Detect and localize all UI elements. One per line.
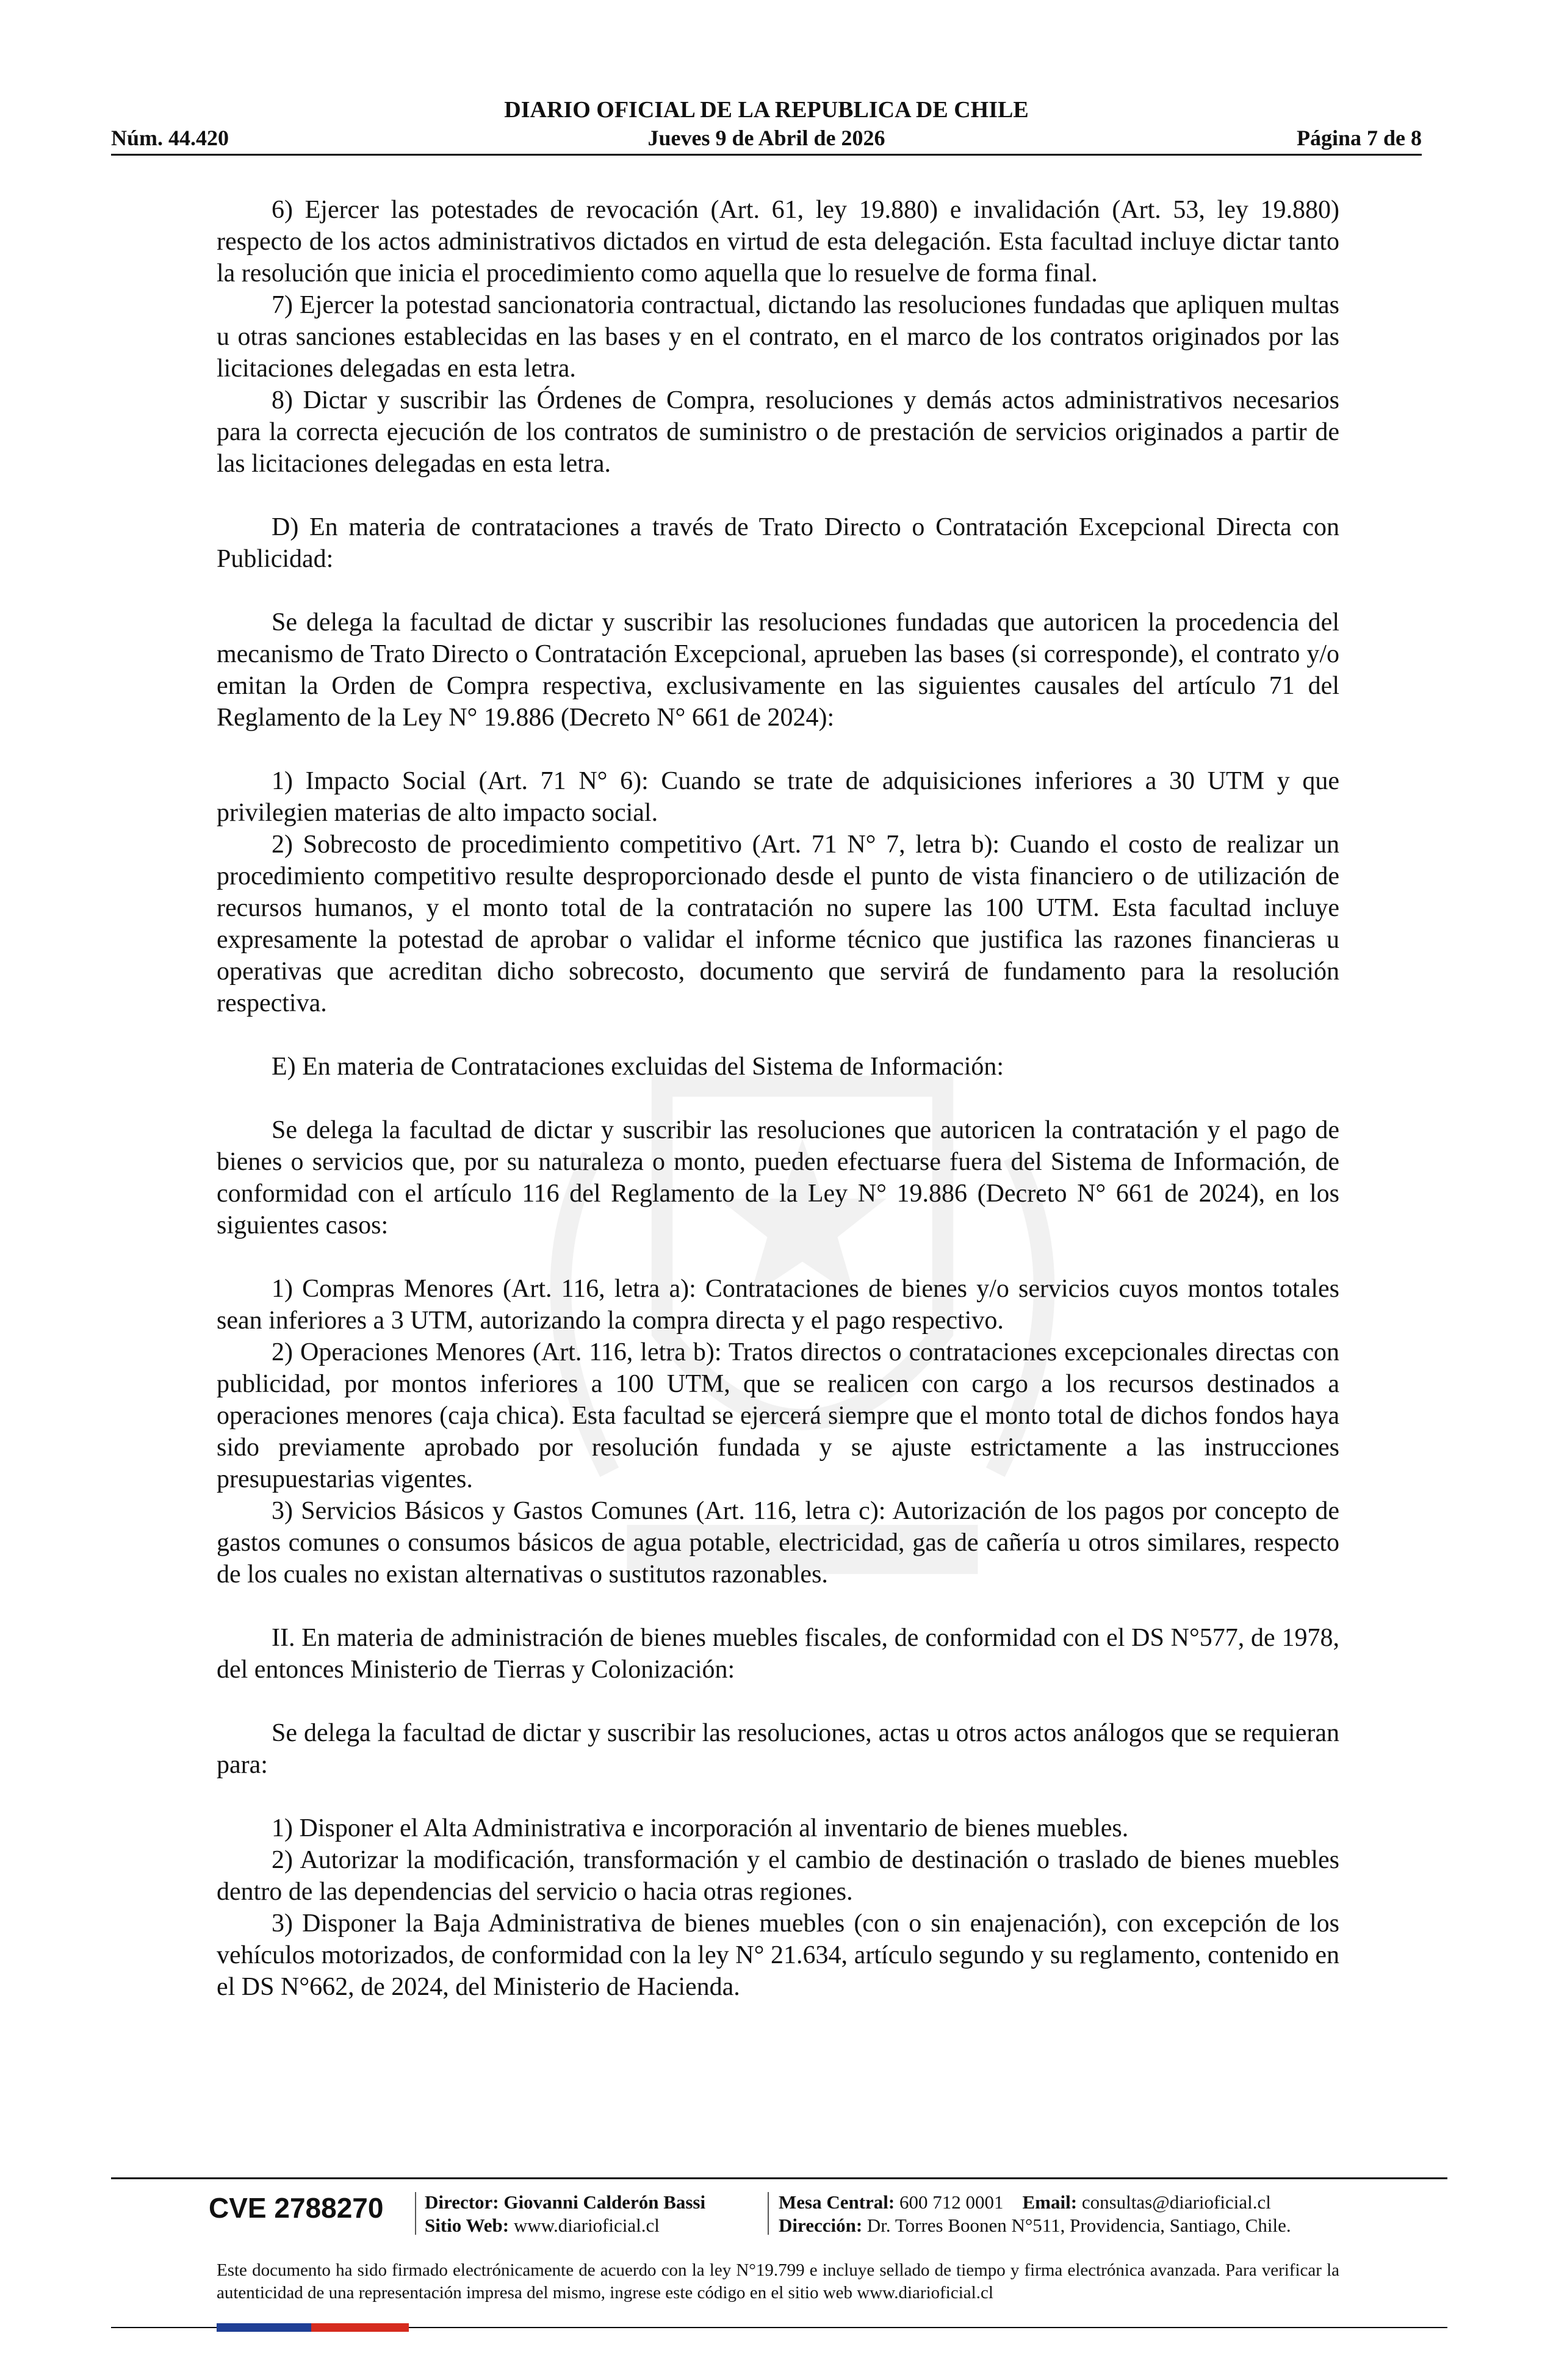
paragraph: 7) Ejercer la potestad sancionatoria contractual, dictando las resoluciones fundadas que apliquen multas u otras sanciones establecidas en las bases y en el contrato, en el marco de los contratos originados por las licitaciones delegadas en esta letra. <box>217 291 1339 383</box>
footer-contact-block <box>779 2191 1291 2237</box>
email-link[interactable]: consultas@diarioficial.cl <box>1081 2191 1271 2213</box>
header-divider <box>111 154 1422 156</box>
paragraph: 3) Servicios Básicos y Gastos Comunes (Art. 116, letra c): Autorización de los pagos por concepto de gastos comunes o consumos básicos de agua potable, electricidad, gas de cañería u otros similares, respecto de los cuales no existan alternativas o sustitutos razonables. <box>217 1497 1339 1588</box>
director-label: Director: <box>425 2191 499 2213</box>
section-heading: D) En materia de contrataciones a través de Trato Directo o Contratación Excepcional Directa con Publicidad: <box>217 513 1339 573</box>
document-body <box>217 194 1339 2003</box>
footer-separator <box>768 2192 769 2235</box>
flag-blue-band <box>217 2323 311 2332</box>
email-label: Email: <box>1022 2191 1078 2213</box>
paragraph: 2) Sobrecosto de procedimiento competitivo (Art. 71 N° 7, letra b): Cuando el costo de realizar un procedimiento competitivo resulte desproporcionado desde el punto de vista financiero o de utilización de recursos humanos, y el monto total de la contratación no supere las 100 UTM. Esta facultad incluye expresamente la potestad de aprobar o validar el informe técnico que justifica las razones financieras u operativas que acreditan dicho sobrecosto, documento que servirá de fundamento para la resolución respectiva. <box>217 831 1339 1017</box>
signature-notice: Este documento ha sido firmado electrónicamente de acuerdo con la ley N°19.799 e incluye sellado de tiempo y firma electrónica avanzada. Para verificar la autenticidad de una representación impresa del mismo, ingrese este código en el sitio web www.diarioficial.cl <box>217 2260 1339 2302</box>
paragraph: 1) Disponer el Alta Administrativa e incorporación al inventario de bienes muebles. <box>272 1814 1129 1842</box>
mesa-phone: 600 712 0001 <box>899 2191 1004 2213</box>
footer-divider <box>111 2177 1447 2179</box>
director-name: Giovanni Calderón Bassi <box>503 2191 706 2213</box>
publication-title: DIARIO OFICIAL DE LA REPUBLICA DE CHILE <box>504 97 1029 123</box>
page-number: Página 7 de 8 <box>1296 126 1422 150</box>
footer-separator <box>415 2192 416 2235</box>
paragraph: Se delega la facultad de dictar y suscribir las resoluciones que autoricen la contratación y el pago de bienes o servicios que, por su naturaleza o monto, pueden efectuarse fuera del Sistema de Información, de conformidad con el artículo 116 del Reglamento de la Ley N° 19.886 (Decreto N° 661 de 2024), en los siguientes casos: <box>217 1116 1339 1239</box>
paragraph: 6) Ejercer las potestades de revocación (Art. 61, ley 19.880) e invalidación (Art. 53, ley 19.880) respecto de los actos administrativos dictados en virtud de esta delegación. Esta facultad incluye dictar tanto la resolución que inicia el procedimiento como aquella que lo resuelve de forma final. <box>217 196 1339 287</box>
web-label: Sitio Web: <box>425 2215 510 2236</box>
paragraph: Se delega la facultad de dictar y suscribir las resoluciones, actas u otros actos análogos que se requieran para: <box>217 1719 1339 1779</box>
paragraph: 2) Operaciones Menores (Art. 116, letra b): Tratos directos o contrataciones excepcionales directas con publicidad, por montos inferiores a 100 UTM, que se realicen con cargo a los recursos destinados a operaciones menores (caja chica). Esta facultad se ejercerá siempre que el monto total de dichos fondos haya sido previamente aprobado por resolución fundada y se ajuste estrictamente a las instrucciones presupuestarias vigentes. <box>217 1338 1339 1493</box>
address-value: Dr. Torres Boonen N°511, Providencia, Santiago, Chile. <box>866 2215 1291 2236</box>
paragraph: 1) Impacto Social (Art. 71 N° 6): Cuando se trate de adquisiciones inferiores a 30 UTM y que privilegien materias de alto impacto social. <box>217 767 1339 827</box>
flag-stripe <box>217 2323 409 2332</box>
mesa-label: Mesa Central: <box>779 2191 895 2213</box>
footer-director-block <box>425 2191 705 2237</box>
paragraph: 1) Compras Menores (Art. 116, letra a): Contrataciones de bienes y/o servicios cuyos montos totales sean inferiores a 3 UTM, autorizando la compra directa y el pago respectivo. <box>217 1275 1339 1335</box>
cve-code: CVE 2788270 <box>209 2192 384 2224</box>
issue-date: Jueves 9 de Abril de 2026 <box>647 126 885 150</box>
paragraph: 2) Autorizar la modificación, transformación y el cambio de destinación o traslado de bienes muebles dentro de las dependencias del servicio o hacia otras regiones. <box>217 1846 1339 1906</box>
issue-number: Núm. 44.420 <box>111 126 229 150</box>
paragraph: 8) Dictar y suscribir las Órdenes de Compra, resoluciones y demás actos administrativos necesarios para la correcta ejecución de los contratos de suministro o de prestación de servicios originados a partir de las licitaciones delegadas en esta letra. <box>217 386 1339 478</box>
address-label: Dirección: <box>779 2215 863 2236</box>
paragraph: 3) Disponer la Baja Administrativa de bienes muebles (con o sin enajenación), con excepción de los vehículos motorizados, de conformidad con la ley N° 21.634, artículo segundo y su reglamento, contenido en el DS N°662, de 2024, del Ministerio de Hacienda. <box>217 1909 1339 2001</box>
section-heading: II. En materia de administración de bienes muebles fiscales, de conformidad con el DS N°577, de 1978, del entonces Ministerio de Tierras y Colonización: <box>217 1624 1339 1684</box>
paragraph: Se delega la facultad de dictar y suscribir las resoluciones fundadas que autoricen la procedencia del mecanismo de Trato Directo o Contratación Excepcional, aprueben las bases (si corresponde), el contrato y/o emitan la Orden de Compra respectiva, exclusivamente en las siguientes causales del artículo 71 del Reglamento de la Ley N° 19.886 (Decreto N° 661 de 2024): <box>217 608 1339 732</box>
web-link[interactable]: www.diarioficial.cl <box>513 2215 660 2236</box>
flag-red-band <box>311 2323 409 2332</box>
page-header <box>111 92 1422 159</box>
section-heading: E) En materia de Contrataciones excluidas del Sistema de Información: <box>272 1053 1004 1081</box>
